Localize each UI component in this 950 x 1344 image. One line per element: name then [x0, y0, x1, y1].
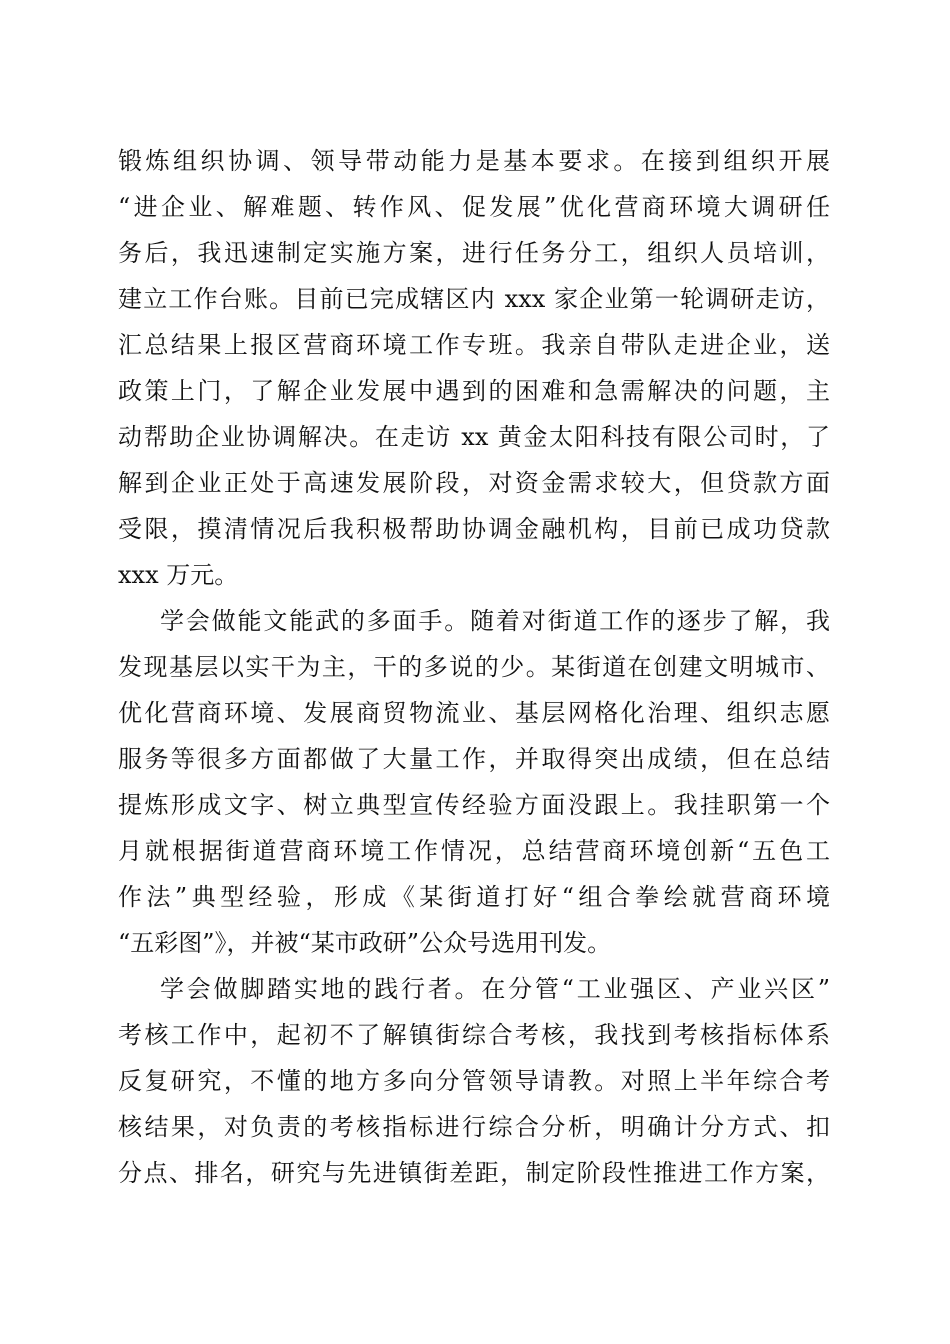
text-line: 提炼形成文字、树立典型宣传经验方面没跟上。我挂职第一个 [118, 791, 830, 819]
text-line: 反复研究，不懂的地方多向分管领导请教。对照上半年综合考 [118, 1067, 830, 1095]
text-line: 建立工作台账。目前已完成辖区内 xxx 家企业第一轮调研走访， [118, 285, 830, 313]
text-line: 发现基层以实干为主，干的多说的少。某街道在创建文明城市、 [118, 653, 830, 681]
text-line: 汇总结果上报区营商环境工作专班。我亲自带队走进企业，送 [118, 331, 830, 359]
text-line: 受限，摸清情况后我积极帮助协调金融机构，目前已成功贷款 [118, 515, 830, 543]
text-line: 月就根据街道营商环境工作情况，总结营商环境创新“五色工 [118, 837, 830, 865]
text-line: 动帮助企业协调解决。在走访 xx 黄金太阳科技有限公司时，了 [118, 423, 830, 451]
text-line: 务后，我迅速制定实施方案，进行任务分工，组织人员培训， [118, 239, 830, 267]
text-line: 核结果，对负责的考核指标进行综合分析，明确计分方式、扣 [118, 1113, 830, 1141]
text-line: 分点、排名，研究与先进镇街差距，制定阶段性推进工作方案， [118, 1159, 830, 1187]
text-line: xxx 万元。 [118, 561, 239, 589]
text-line: “进企业、解难题、转作风、促发展”优化营商环境大调研任 [118, 193, 830, 221]
text-line: “五彩图”》，并被“某市政研”公众号选用刊发。 [118, 929, 612, 957]
paragraph-start-line: 学会做能文能武的多面手。随着对街道工作的逐步了解，我 [160, 607, 830, 635]
text-line: 政策上门，了解企业发展中遇到的困难和急需解决的问题，主 [118, 377, 830, 405]
text-line: 服务等很多方面都做了大量工作，并取得突出成绩，但在总结 [118, 745, 830, 773]
text-line: 解到企业正处于高速发展阶段，对资金需求较大，但贷款方面 [118, 469, 830, 497]
text-line: 锻炼组织协调、领导带动能力是基本要求。在接到组织开展 [118, 147, 830, 175]
text-line: 考核工作中，起初不了解镇街综合考核，我找到考核指标体系 [118, 1021, 830, 1049]
text-line: 优化营商环境、发展商贸物流业、基层网格化治理、组织志愿 [118, 699, 830, 727]
text-line: 作法”典型经验，形成《某街道打好“组合拳绘就营商环境 [118, 883, 830, 911]
paragraph-start-line: 学会做脚踏实地的践行者。在分管“工业强区、产业兴区” [160, 975, 830, 1003]
